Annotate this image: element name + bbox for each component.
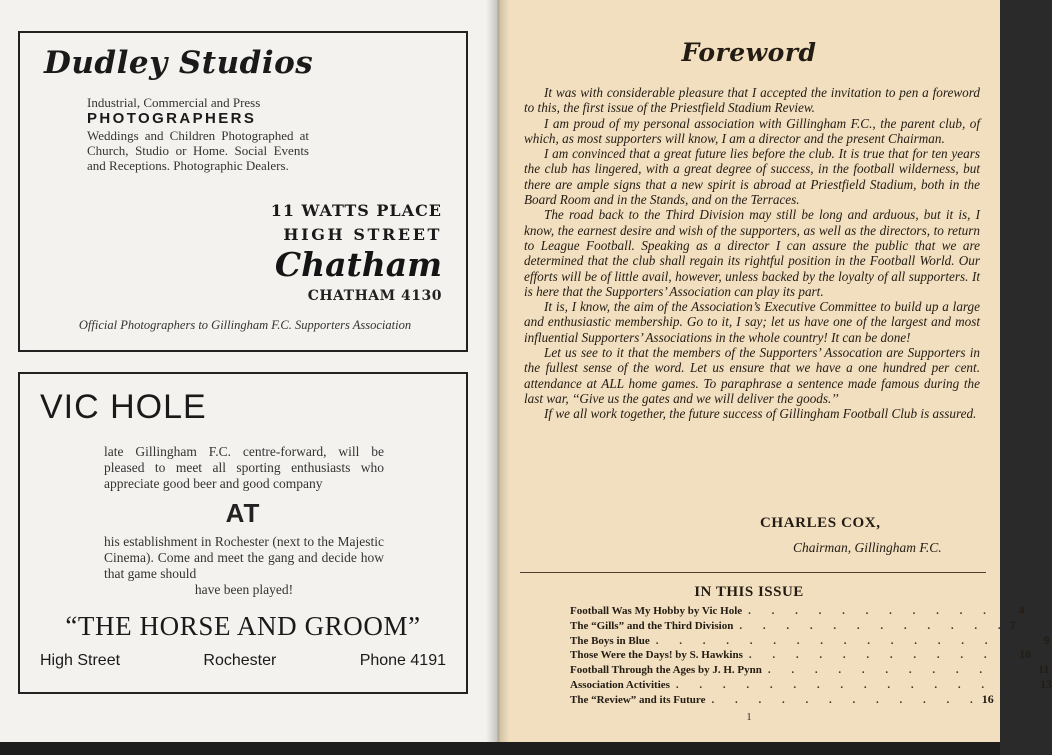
issue-title: IN THIS ISSUE — [694, 584, 804, 600]
toc-page: 9 — [1043, 632, 1050, 647]
toc-leader: . . . . . . . . . . . . — [748, 605, 1019, 617]
toc-page: 4 — [1018, 603, 1025, 617]
toc-leader: . . . . . . . . . . . . . . . . . — [655, 634, 1044, 647]
toc-title: Football Was My Hobby by Vic Hole — [570, 605, 743, 617]
right-page — [498, 0, 1052, 755]
foreword-paragraph: Let us see to it that the members of the Supporters’ Assocation are Supporters in the fullest sense of the word. Let us ensure that we have a one hundred per cent. attendance at ALL home games. To paraphrase a sentence made famous during the last war, ‘‘Give us the gates and we will deliver the goods.’’ — [524, 345, 980, 406]
toc-page: 16 — [981, 691, 994, 706]
toc-page: 13 — [1040, 676, 1052, 691]
toc-row[interactable] — [570, 676, 1052, 692]
toc-leader: . . . . . . . . . . . . . . . . — [675, 678, 1041, 691]
toc-title: Association Activities — [570, 678, 670, 691]
dudley-phone: CHATHAM 4130 — [307, 288, 442, 304]
vic-street: High Street — [40, 652, 121, 669]
left-page — [0, 0, 498, 755]
toc-title: The “Gills” and the Third Division — [570, 619, 734, 632]
toc-row[interactable] — [570, 647, 1032, 662]
dudley-official: Official Photographers to Gillingham F.C. Supporters Association — [78, 318, 412, 332]
section-divider — [520, 572, 986, 573]
foreword-paragraph: If we all work together, the future success of Gillingham Football Club is assured. — [544, 406, 977, 422]
toc-page: 7 — [1009, 617, 1016, 632]
vic-para2 — [104, 534, 384, 598]
toc-title: Football Through the Ages by J. H. Pynn — [570, 664, 762, 677]
foreword-paragraph: I am proud of my personal association with Gillingham F.C., the parent club, of which, as most supporters will know, I am a director and the present Chairman. — [524, 115, 980, 146]
dudley-photographers: PHOTOGRAPHERS — [87, 110, 257, 127]
foreword-body — [524, 85, 980, 422]
foreword-paragraph: It is, I know, the aim of the Association’s Executive Committee to build up a large and enthusiastic membership. Go to it, I say; let us have one of the largest and most influential Supporters’ Associations in the whole country! It can be done! — [524, 299, 980, 345]
vic-pub-name: “THE HORSE AND GROOM” — [65, 611, 421, 641]
vic-phone: Phone 4191 — [359, 652, 446, 669]
vic-hole-ad — [18, 372, 468, 694]
dudley-studios-ad — [18, 31, 468, 352]
toc-leader: . . . . . . . . . . . . — [748, 649, 1020, 662]
toc-page: 10 — [1019, 647, 1032, 662]
dudley-address1: 11 WATTS PLACE — [270, 201, 442, 220]
vic-footer — [40, 652, 446, 670]
book-gutter — [486, 0, 510, 755]
toc-leader: . . . . . . . . . . . . — [739, 619, 1010, 632]
dudley-line1: Industrial, Commercial and Press — [87, 95, 261, 110]
toc-row[interactable] — [570, 691, 994, 707]
toc-title: The Boys in Blue — [570, 634, 650, 647]
toc-row[interactable] — [570, 662, 1050, 677]
toc-page: 11 — [1038, 662, 1050, 677]
page-number: 1 — [746, 712, 752, 723]
foreword-paragraph: I am convinced that a great future lies before the club. It is true that for ten years the club has lingered, with a great degree of success, in the football wilderness, but there are ample signs that a new spirit is abroad at Priestfield Stadium, both in the Board Room and in the Stands, and on the Terraces. — [524, 146, 980, 208]
dudley-town: Chatham — [274, 245, 442, 284]
table-of-contents — [570, 603, 1052, 707]
toc-leader: . . . . . . . . . . . . — [711, 693, 982, 706]
dudley-description — [87, 95, 309, 173]
vic-para2-a: his establishment in Rochester (next to the Majestic Cinema). Come and meet the gang and decide how that game should — [104, 534, 384, 581]
vic-title: VIC HOLE — [40, 388, 207, 426]
foreword-paragraph: The road back to the Third Division may still be long and arduous, but it is, I know, the earnest desire and wish of the supporters, as well as the directors, to return to League Football. Speaking as a director I can assure the public that we are determined that the club shall regain its rightful position in the Football World. Our efforts will be of little avail, however, unless backed by the loyalty of all supporters. It is here that the Supporters’ Association can play its part. — [524, 207, 980, 299]
dudley-address2: HIGH STREET — [283, 225, 442, 244]
toc-title: Those Were the Days! by S. Hawkins — [570, 649, 743, 662]
signature-role: Chairman, Gillingham F.C. — [793, 540, 942, 555]
vic-para1: late Gillingham F.C. centre-forward, will be pleased to meet all sporting enthusiasts who appreciate good beer and good company — [104, 444, 384, 491]
vic-para2-b: have been played! — [194, 582, 294, 597]
foreword-paragraph: It was with considerable pleasure that I accepted the invitation to pen a foreword to this, the first issue of the Priestfield Stadium Review. — [524, 85, 980, 116]
toc-row[interactable] — [570, 617, 1016, 633]
foreword-title: Foreword — [681, 38, 817, 67]
dudley-title: Dudley Studios — [44, 45, 314, 81]
vic-town: Rochester — [203, 652, 277, 669]
bottom-edge — [0, 742, 1000, 755]
dudley-line3: Weddings and Children Photographed at Church, Studio or Home. Social Events and Receptions. Photographic Dealers. — [87, 128, 309, 173]
toc-row[interactable] — [570, 632, 1050, 648]
vic-at: AT — [225, 498, 261, 528]
toc-row[interactable] — [570, 603, 1025, 618]
toc-title: The “Review” and its Future — [570, 693, 706, 706]
toc-leader: . . . . . . . . . . . . — [767, 664, 1039, 677]
signature-name: CHARLES COX, — [760, 515, 881, 531]
